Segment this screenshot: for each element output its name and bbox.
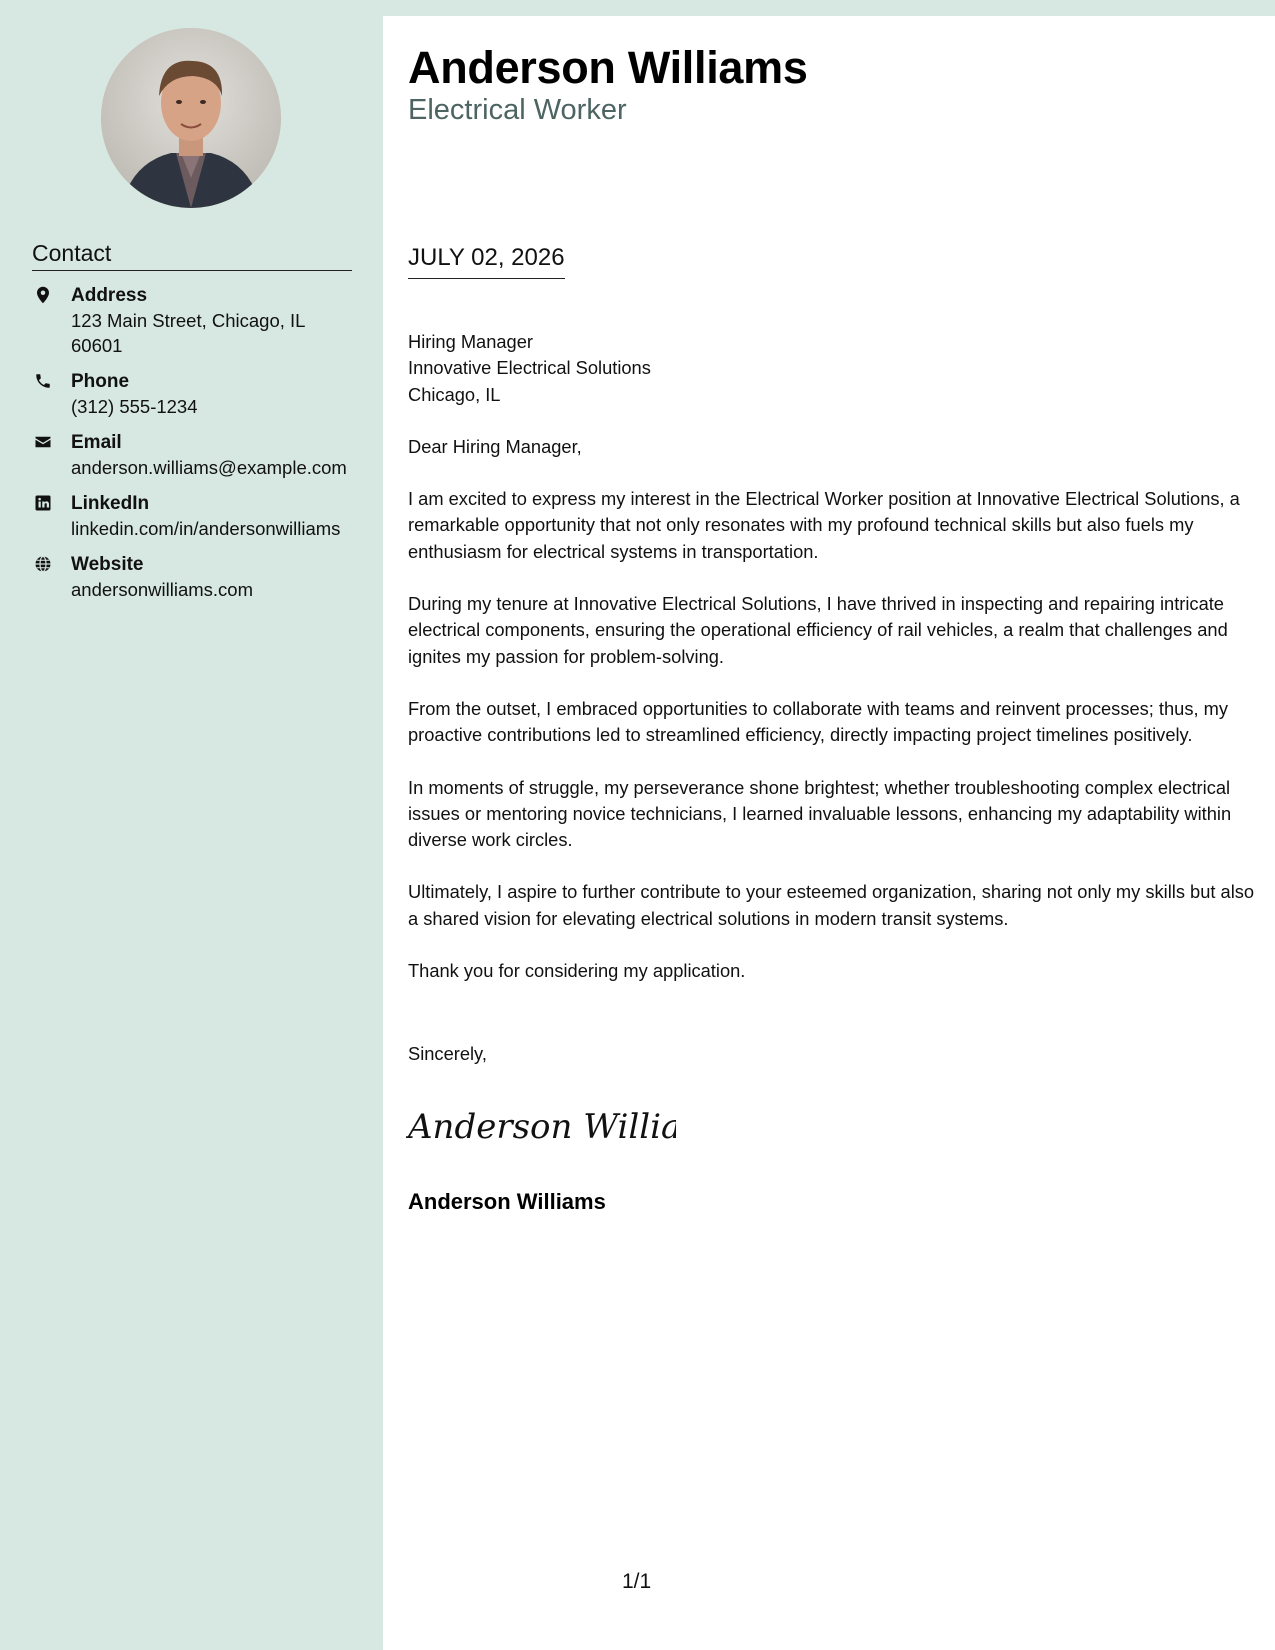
phone-value: (312) 555-1234 bbox=[71, 396, 198, 417]
globe-icon bbox=[34, 555, 52, 573]
body-paragraph: From the outset, I embraced opportunities to collaborate with teams and reinvent processes; thus, my proactive contributions led to streamlined efficiency, directly impacting project timelines positively. bbox=[408, 697, 1229, 746]
contact-list bbox=[32, 283, 352, 613]
address-label: Address bbox=[71, 285, 148, 306]
page-number: 1/1 bbox=[622, 1570, 652, 1593]
body-paragraph: Thank you for considering my application. bbox=[408, 960, 746, 982]
website-value[interactable]: andersonwilliams.com bbox=[71, 579, 253, 600]
recipient-line: Hiring Manager bbox=[408, 331, 533, 352]
email-label: Email bbox=[71, 432, 122, 453]
map-pin-icon bbox=[34, 286, 52, 304]
profile-photo bbox=[101, 28, 281, 208]
body-paragraph: I am excited to express my interest in the Electrical Worker position at Innovative Electrical Solutions, a remarkable opportunity that not only resonates with my profound technical skills but also fuels my enthusiasm for electrical systems in transportation. bbox=[408, 488, 1240, 562]
website-label: Website bbox=[71, 554, 144, 575]
body-paragraph: Ultimately, I aspire to further contribute to your esteemed organization, sharing not only my skills but also a shared vision for elevating electrical solutions in modern transit systems. bbox=[408, 881, 1255, 929]
body-paragraph: During my tenure at Innovative Electrical Solutions, I have thrived in inspecting and repairing intricate electrical components, ensuring the operational efficiency of rail vehicles, a realm that challenges and ignites my passion for problem-solving. bbox=[408, 593, 1228, 667]
sidebar bbox=[0, 0, 383, 1650]
signature-text: Anderson Willia bbox=[408, 1107, 676, 1147]
linkedin-label: LinkedIn bbox=[71, 493, 150, 514]
signed-name: Anderson Williams bbox=[408, 1189, 606, 1214]
email-value[interactable]: anderson.williams@example.com bbox=[71, 457, 347, 478]
closing: Sincerely, bbox=[408, 1043, 487, 1064]
applicant-role: Electrical Worker bbox=[408, 94, 627, 126]
address-value: 123 Main Street, Chicago, IL 60601 bbox=[71, 310, 305, 356]
letter-body bbox=[408, 303, 1258, 1010]
envelope-icon bbox=[34, 433, 52, 451]
applicant-name: Anderson Williams bbox=[408, 42, 808, 93]
phone-label: Phone bbox=[71, 371, 130, 392]
letter-date: JULY 02, 2026 bbox=[408, 244, 565, 279]
recipient-line: Chicago, IL bbox=[408, 383, 501, 405]
body-paragraph: In moments of struggle, my perseverance shone brightest; whether troubleshooting complex electrical issues or mentoring novice technicians, I learned invaluable lessons, enhancing my adaptability within diverse work circles. bbox=[408, 776, 1232, 851]
signature bbox=[406, 1100, 676, 1155]
linkedin-icon bbox=[34, 494, 52, 512]
salutation: Dear Hiring Manager, bbox=[408, 435, 582, 457]
contact-website bbox=[32, 552, 352, 602]
contact-phone bbox=[32, 369, 352, 419]
contact-address bbox=[32, 283, 352, 358]
recipient-line: Innovative Electrical Solutions bbox=[408, 357, 651, 379]
contact-email bbox=[32, 430, 352, 480]
phone-icon bbox=[34, 372, 52, 390]
contact-linkedin bbox=[32, 491, 352, 541]
linkedin-value[interactable]: linkedin.com/in/andersonwilliams bbox=[71, 518, 341, 539]
contact-heading: Contact bbox=[32, 240, 352, 271]
